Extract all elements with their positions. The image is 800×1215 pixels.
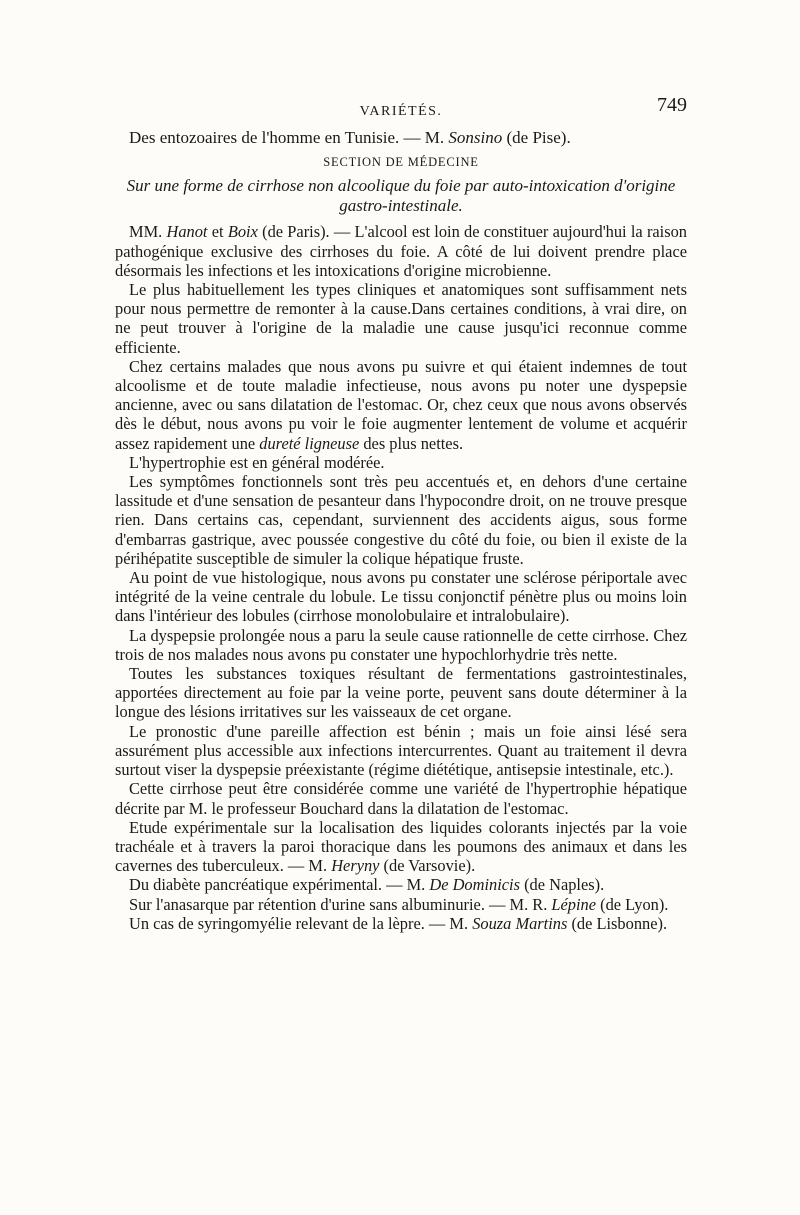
author-name: Hanot — [166, 222, 208, 242]
author-name: De Dominicis — [429, 875, 520, 895]
paragraph: L'hypertrophie est en général modérée. — [129, 452, 385, 472]
entry-anasarque: Sur l'anasarque par rétention d'urine sans albuminurie. — M. R. Lépine (de Lyon). — [129, 894, 669, 914]
entry-syringomyelie: Un cas de syringomyélie relevant de la lèpre. — M. Souza Martins (de Lisbonne). — [129, 913, 668, 933]
book-page — [115, 96, 687, 933]
paragraph: Chez certains malades que nous avons pu suivre et qui étaient indemnes de tout alcoolisme et de toute maladie infectieuse, nous avons pu noter une dyspepsie ancienne, avec ou sans dilatation de l'estomac. Or, chez ceux que nous avons observés dès le début, nous avons pu voir le foie augmenter lentement de volume et acquérir assez rapidement une dureté ligneuse des plus nettes. — [115, 356, 687, 453]
paragraph: Au point de vue histologique, nous avons pu constater une sclérose périportale avec intégrité de la veine centrale du lobule. Le tissu conjonctif pénètre plus ou moins loin dans l'intérieur des lobules (cirrhose monolobulaire et intralobulaire). — [115, 568, 687, 626]
entry-localisation: Etude expérimentale sur la localisation des liquides colorants injectés par la voie trachéale et à travers la paroi thoracique dans les poumons des animaux et dans les cavernes des tuberculeux. — M. Heryny (de Varsovie). — [115, 817, 687, 876]
section-heading: SECTION DE MÉDECINE — [323, 155, 479, 170]
paragraph: Le plus habituellement les types cliniques et anatomiques sont suffisamment nets pour nous permettre de remonter à la cause.Dans certaines conditions, à vrai dire, on ne peut trouver à l'origine de la maladie une cause jusqu'ici reconnue comme efficiente. — [115, 280, 687, 357]
author-name: Boix — [227, 222, 258, 242]
running-head: VARIÉTÉS. — [359, 104, 443, 119]
entry-entozoaires: Des entozoaires de l'homme en Tunisie. — M. Sonsino (de Pise). — [129, 128, 571, 147]
paragraph: Toutes les substances toxiques résultant de fermentations gastrointestinales, apportées directement au foie par la veine porte, peuvent sans doute déterminer à la longue des lésions irritatives sur les vaisseaux de cet organe. — [115, 664, 687, 722]
article-title: Sur une forme de cirrhose non alcoolique du foie par auto-intoxication d'origine gastro-intestinale. — [126, 176, 676, 216]
page-header — [115, 96, 687, 120]
author-name: Lépine — [551, 894, 597, 914]
paragraph-authors: MM. Hanot et Boix (de Paris). — L'alcool est loin de constituer aujourd'hui la raison pathogénique exclusive des cirrhoses du foie. A côté de lui doivent prendre place désormais les infections et les intoxications d'origine microbienne. — [115, 222, 687, 280]
paragraph: Le pronostic d'une pareille affection est bénin ; mais un foie ainsi lésé sera assurément plus accessible aux infections intercurrentes. Quant au traitement il devra surtout viser la dyspepsie préexistante (régime diététique, antisepsie intestinale, etc.). — [115, 721, 687, 780]
entry-diabete: Du diabète pancréatique expérimental. — M. De Dominicis (de Naples). — [129, 875, 605, 895]
paragraph: Les symptômes fonctionnels sont très peu accentués et, en dehors d'une certaine lassitude et d'une sensation de pesanteur dans l'hypocondre droit, on ne trouve presque rien. Dans certains cas, cependant, surviennent des accidents aigus, sous forme d'embarras gastrique, avec poussée congestive du côté du foie, ou bien il existe de la périhépatite susceptible de simuler la colique hépatique fruste. — [115, 472, 687, 568]
author-name: Souza Martins — [472, 913, 568, 933]
paragraph: Cette cirrhose peut être considérée comme une variété de l'hypertrophie hépatique décrite par M. le professeur Bouchard dans la dilatation de l'estomac. — [115, 779, 687, 818]
page-number: 749 — [657, 94, 687, 116]
author-name: Sonsino — [448, 128, 503, 147]
author-name: Heryny — [331, 856, 380, 876]
paragraph: La dyspepsie prolongée nous a paru la seule cause rationnelle de cette cirrhose. Chez trois de nos malades nous avons pu constater une hypochlorhydrie très nette. — [115, 625, 687, 664]
